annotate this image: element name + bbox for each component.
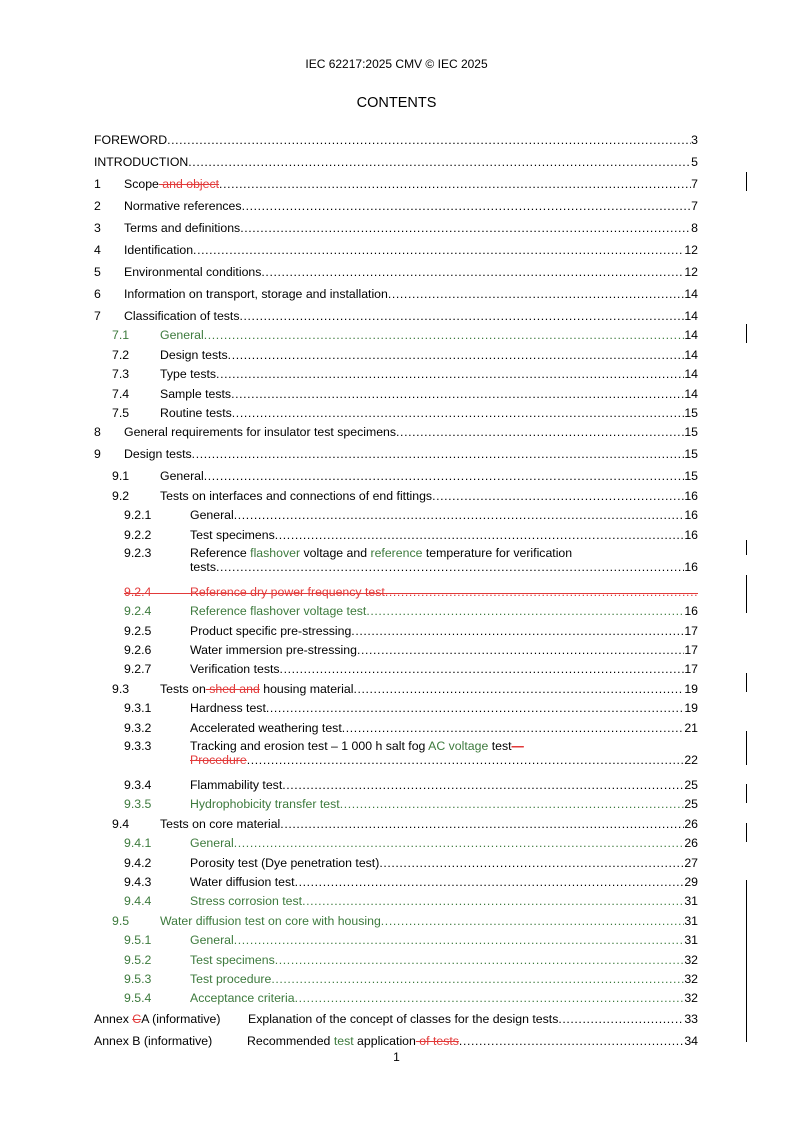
toc-entry-7-3[interactable]: [94, 362, 698, 381]
toc-entry-text: Explanation of the concept of classes for the design tests: [248, 1012, 559, 1027]
toc-number: 9.3.4: [124, 778, 152, 793]
toc-entry-9-2-4-deleted[interactable]: [94, 580, 698, 599]
toc-page: 12: [684, 265, 698, 279]
toc-page: 7: [691, 177, 698, 191]
table-of-contents: [94, 125, 698, 1048]
toc-entry-4[interactable]: [94, 235, 698, 257]
toc-entry-9-2-5[interactable]: [94, 618, 698, 637]
dot-leader: [381, 914, 685, 928]
toc-page: 15: [684, 447, 698, 462]
dot-leader: [234, 508, 685, 522]
toc-number: 9.2.1: [124, 508, 152, 523]
toc-entry-9-3-3[interactable]: [94, 735, 698, 773]
inserted-text: AC voltage: [428, 738, 489, 753]
toc-entry-text: Sample tests: [160, 386, 232, 401]
toc-page: 14: [684, 309, 698, 323]
toc-entry-annex-b[interactable]: [94, 1026, 698, 1048]
dot-leader: [216, 560, 684, 574]
toc-number: 9.3.3: [124, 738, 152, 753]
dot-leader: [357, 643, 684, 657]
toc-number: 7.1: [112, 328, 130, 343]
toc-entry-text: Tracking and erosion test – 1 000 h salt fog AC voltage test—: [190, 738, 524, 753]
toc-page: 25: [684, 797, 698, 812]
dot-leader: [459, 1034, 684, 1048]
toc-entry-text: Tests on interfaces and connections of end fittings: [160, 488, 433, 503]
toc-number: 9.5.2: [124, 952, 152, 967]
toc-number: 9.1: [112, 469, 130, 484]
toc-entry-text: Tests on core material: [160, 816, 281, 831]
toc-entry-text: Recommended test application of tests: [247, 1034, 459, 1049]
toc-number: 7.5: [112, 405, 130, 420]
toc-page: 31: [684, 894, 698, 909]
dot-leader: [240, 309, 685, 323]
toc-number: 6: [94, 287, 101, 301]
toc-page: 19: [684, 701, 698, 716]
toc-number: 9.2: [112, 488, 130, 503]
toc-entry-text: Reference flashover voltage and reference temperature for verification: [190, 545, 573, 560]
dot-leader: [271, 972, 684, 986]
dot-leader: [353, 682, 684, 696]
toc-entry-text: Reference dry power frequency test: [190, 584, 385, 599]
toc-entry-9[interactable]: [94, 439, 698, 461]
toc-page: 26: [684, 816, 698, 831]
dot-leader: [280, 817, 684, 831]
toc-entry-9-4-3[interactable]: [94, 870, 698, 889]
dot-leader: [261, 265, 684, 279]
toc-page: 27: [684, 855, 698, 870]
toc-entry-text: Tests on shed and housing material: [160, 681, 354, 696]
toc-entry-9-3-5[interactable]: [94, 792, 698, 811]
toc-page: 19: [684, 681, 698, 696]
toc-entry-text: Type tests: [160, 367, 217, 382]
dot-leader: [340, 797, 685, 811]
toc-entry-8[interactable]: [94, 420, 698, 439]
toc-page: 31: [684, 913, 698, 928]
toc-number: 9.4.3: [124, 874, 152, 889]
toc-entry-text: Flammability test: [190, 778, 283, 793]
toc-entry-2[interactable]: [94, 191, 698, 213]
toc-entry-7-5[interactable]: [94, 401, 698, 420]
toc-number: 9.2.2: [124, 527, 152, 542]
toc-number: 9.5.4: [124, 991, 152, 1006]
toc-number: 9.2.3: [124, 545, 152, 560]
dot-leader: [302, 894, 684, 908]
toc-number: 9.5.1: [124, 933, 152, 948]
toc-number: 9.5: [112, 913, 130, 928]
deleted-text: and object: [158, 177, 220, 191]
toc-entry-text: Hardness test: [190, 701, 266, 716]
dot-leader: [240, 221, 691, 235]
toc-entry-text: Design tests: [160, 347, 228, 362]
toc-number: 7.3: [112, 367, 130, 382]
toc-page: 16: [684, 604, 698, 619]
dot-leader: [228, 348, 685, 362]
dot-leader: [219, 177, 691, 191]
change-bar: [746, 324, 747, 343]
toc-number: 9.3.1: [124, 701, 152, 716]
dot-leader: [282, 778, 684, 792]
toc-entry-text: Water diffusion test: [190, 874, 295, 889]
toc-entry-9-5-4[interactable]: [94, 986, 698, 1005]
dot-leader: [188, 155, 691, 169]
dot-leader: [351, 624, 684, 638]
dot-leader: [242, 199, 692, 213]
change-bar: [746, 731, 747, 765]
toc-page: 31: [684, 933, 698, 948]
toc-number: 1: [94, 177, 101, 191]
dot-leader: [204, 469, 685, 483]
page-number: 1: [393, 1050, 400, 1064]
toc-entry-text: General: [190, 836, 234, 851]
dot-leader: [295, 875, 685, 889]
dot-leader: [234, 836, 685, 850]
toc-page: 33: [684, 1012, 698, 1027]
toc-page: 14: [684, 328, 698, 343]
dot-leader: [204, 328, 685, 342]
toc-page: 3: [691, 133, 698, 147]
toc-number: 9: [94, 447, 101, 462]
toc-entry-annex-a[interactable]: [94, 1005, 698, 1026]
toc-entry-9-3-2[interactable]: [94, 715, 698, 734]
toc-number: 9.4.2: [124, 855, 152, 870]
toc-number: 9.4.1: [124, 836, 152, 851]
inserted-text: flashover: [250, 545, 301, 560]
dot-leader: [396, 425, 684, 439]
dot-leader: [247, 753, 685, 767]
toc-page: 17: [684, 662, 698, 677]
toc-entry-9-5-3[interactable]: [94, 967, 698, 986]
deleted-text: C: [132, 1012, 142, 1027]
change-bar: [746, 673, 747, 692]
toc-page: 14: [684, 347, 698, 362]
toc-entry-9-2-4[interactable]: [94, 599, 698, 618]
toc-page: 15: [684, 425, 698, 440]
toc-number: 2: [94, 199, 101, 213]
toc-entry-9-2-2[interactable]: [94, 522, 698, 541]
toc-page: 14: [684, 367, 698, 382]
annex-label: Annex B (informative): [94, 1034, 213, 1049]
dot-leader: [295, 991, 685, 1005]
change-bar: [746, 784, 747, 803]
toc-page: 34: [684, 1034, 698, 1049]
toc-entry-text: Product specific pre-stressing: [190, 623, 352, 638]
toc-page: 29: [684, 874, 698, 889]
toc-entry-7-4[interactable]: [94, 381, 698, 400]
toc-entry-text: Scope and object: [124, 177, 220, 191]
toc-page: 22: [684, 752, 698, 767]
toc-page: 14: [684, 386, 698, 401]
dot-leader: [234, 933, 685, 947]
toc-entry-text: INTRODUCTION: [94, 155, 189, 169]
toc-entry-9-4-4[interactable]: [94, 889, 698, 908]
toc-entry-text: General: [190, 933, 234, 948]
dot-leader: [275, 953, 685, 967]
toc-page: 16: [684, 508, 698, 523]
toc-number: 3: [94, 221, 101, 235]
toc-number: 9.3.5: [124, 797, 152, 812]
toc-entry-text: Water immersion pre-stressing: [190, 643, 357, 658]
toc-page: 17: [684, 623, 698, 638]
dot-leader: [275, 528, 685, 542]
toc-entry-text: Porosity test (Dye penetration test): [190, 855, 380, 870]
toc-number: 9.4: [112, 816, 130, 831]
dot-leader: [366, 604, 684, 618]
toc-entry-text: Test specimens: [190, 527, 275, 542]
toc-entry-text: General: [160, 328, 204, 343]
contents-title: CONTENTS: [356, 95, 437, 111]
toc-number: 9.2.5: [124, 623, 152, 638]
toc-number: 9.2.4: [124, 604, 152, 619]
dot-leader: [342, 721, 685, 735]
toc-number: 8: [94, 425, 101, 440]
deleted-text: Procedure: [190, 752, 247, 767]
toc-page: 26: [684, 836, 698, 851]
toc-entry-text: Accelerated weathering test: [190, 720, 342, 735]
deleted-text: —: [511, 738, 524, 753]
annex-label: Annex CA (informative): [94, 1012, 221, 1027]
toc-entry-9-2-6[interactable]: [94, 638, 698, 657]
toc-entry-9-4-2[interactable]: [94, 850, 698, 869]
change-bar: [746, 575, 747, 613]
dot-leader: [432, 489, 684, 503]
toc-entry-9-3-1[interactable]: [94, 696, 698, 715]
toc-page: 7: [691, 199, 698, 213]
toc-entry-9-5[interactable]: [94, 908, 698, 927]
change-bar: [746, 172, 747, 191]
toc-page: 17: [684, 643, 698, 658]
toc-entry-text: General requirements for insulator test specimens: [124, 425, 397, 440]
toc-page: 14: [684, 287, 698, 301]
toc-entry-text: General: [160, 469, 204, 484]
document-header: IEC 62217:2025 CMV © IEC 2025: [305, 57, 488, 71]
toc-entry-9-3[interactable]: [94, 676, 698, 695]
toc-number: 7.4: [112, 386, 130, 401]
deleted-text: of tests: [415, 1034, 459, 1049]
toc-entry-foreword[interactable]: [94, 125, 698, 147]
toc-entry-7-2[interactable]: [94, 342, 698, 361]
toc-entry-text: Identification: [124, 243, 194, 257]
toc-page: 8: [691, 221, 698, 235]
toc-page: 32: [684, 991, 698, 1006]
toc-entry-1[interactable]: [94, 169, 698, 191]
toc-page: 16: [684, 559, 698, 574]
toc-number: 9.5.3: [124, 971, 152, 986]
change-bar: [746, 880, 747, 1042]
toc-entry-9-2[interactable]: [94, 483, 698, 502]
dot-leader: [193, 243, 684, 257]
toc-number: 4: [94, 243, 101, 257]
toc-entry-text: Environmental conditions: [124, 265, 262, 279]
toc-entry-9-4[interactable]: [94, 811, 698, 830]
toc-entry-9-2-3[interactable]: [94, 542, 698, 580]
toc-number: 9.2.7: [124, 662, 152, 677]
toc-entry-6[interactable]: [94, 279, 698, 301]
change-bar: [746, 823, 747, 842]
toc-entry-9-3-4[interactable]: [94, 773, 698, 792]
toc-entry-text-continued: tests: [190, 559, 216, 574]
toc-entry-text: Water diffusion test on core with housing: [160, 913, 381, 928]
dot-leader: [266, 701, 684, 715]
toc-entry-3[interactable]: [94, 213, 698, 235]
toc-number: 5: [94, 265, 101, 279]
toc-entry-7[interactable]: [94, 301, 698, 323]
dot-leader: [167, 133, 691, 147]
toc-page: 16: [684, 488, 698, 503]
dot-leader: [192, 447, 685, 461]
toc-entry-9-5-1[interactable]: [94, 928, 698, 947]
toc-entry-9-5-2[interactable]: [94, 947, 698, 966]
toc-entry-7-1[interactable]: [94, 323, 698, 342]
toc-entry-text: Stress corrosion test: [190, 894, 303, 909]
toc-entry-text: Design tests: [124, 447, 192, 462]
toc-entry-text: Routine tests: [160, 405, 232, 420]
toc-entry-text: Reference flashover voltage test: [190, 604, 367, 619]
dot-leader: [388, 287, 684, 301]
toc-page: 32: [684, 971, 698, 986]
toc-number: 7: [94, 309, 101, 323]
dot-leader: [231, 387, 684, 401]
inserted-text: test: [333, 1034, 354, 1049]
toc-entry-text: Normative references: [124, 199, 242, 213]
toc-number: 9.2.6: [124, 643, 152, 658]
dot-leader: [232, 406, 685, 420]
dot-leader: [280, 662, 685, 676]
change-bar: [746, 540, 747, 555]
toc-entry-text: FOREWORD: [94, 133, 168, 147]
toc-page: 15: [684, 405, 698, 420]
toc-page: 21: [684, 720, 698, 735]
toc-page: 5: [691, 155, 698, 169]
toc-entry-9-1[interactable]: [94, 461, 698, 483]
toc-number: 9.4.4: [124, 894, 152, 909]
toc-number: 7.2: [112, 347, 130, 362]
dot-leader: [558, 1012, 684, 1026]
deleted-text: shed and: [205, 681, 260, 696]
toc-number: 9.2.4: [124, 584, 152, 599]
toc-page: 32: [684, 952, 698, 967]
toc-entry-text: Hydrophobicity transfer test: [190, 797, 340, 812]
toc-entry-9-2-1[interactable]: [94, 503, 698, 522]
dot-leader: [216, 367, 684, 381]
toc-entry-text: Classification of tests: [124, 309, 240, 323]
toc-page: 15: [684, 469, 698, 484]
toc-number: 9.3: [112, 681, 130, 696]
toc-entry-5[interactable]: [94, 257, 698, 279]
toc-entry-9-2-7[interactable]: [94, 657, 698, 676]
strikethrough-line: [124, 593, 698, 594]
toc-entry-text: Acceptance criteria: [190, 991, 295, 1006]
toc-entry-text: General: [190, 508, 234, 523]
toc-entry-text: Terms and definitions: [124, 221, 241, 235]
toc-entry-text: Test specimens: [190, 952, 275, 967]
toc-entry-text: Test procedure: [190, 971, 272, 986]
toc-entry-introduction[interactable]: [94, 147, 698, 169]
dot-leader: [379, 856, 684, 870]
toc-number: 9.3.2: [124, 720, 152, 735]
toc-page: 16: [684, 527, 698, 542]
toc-page: 25: [684, 778, 698, 793]
toc-page: 12: [684, 243, 698, 257]
toc-entry-text: Information on transport, storage and installation: [124, 287, 388, 301]
toc-entry-9-4-1[interactable]: [94, 831, 698, 850]
toc-entry-text: Verification tests: [190, 662, 280, 677]
inserted-text: reference: [370, 545, 423, 560]
